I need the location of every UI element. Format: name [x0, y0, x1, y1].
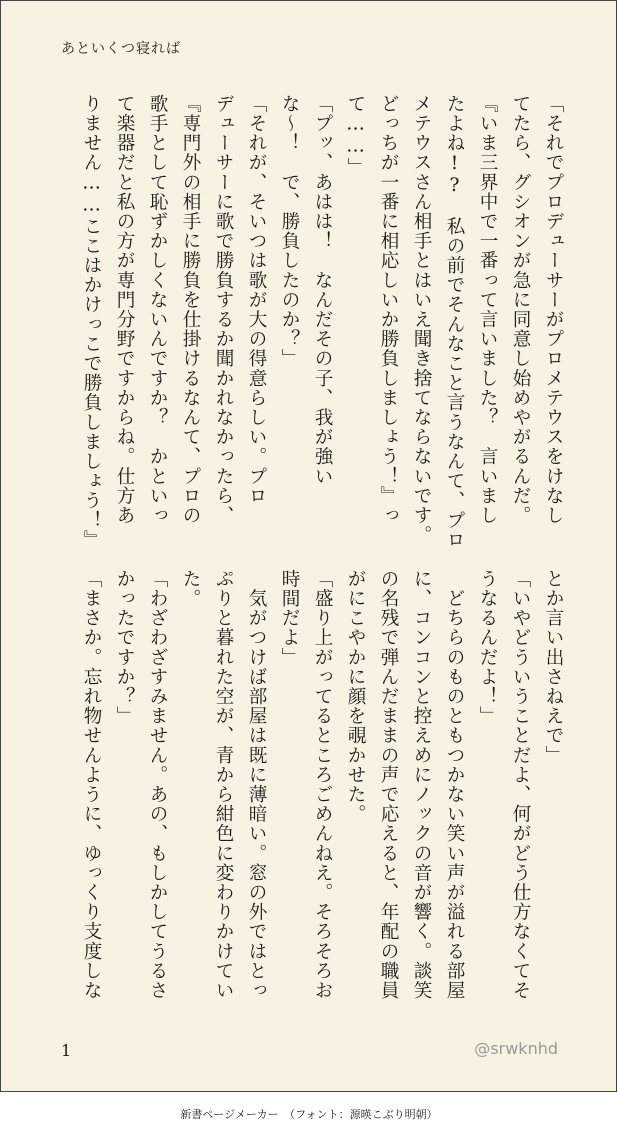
text-column: がにこやかに顔を覗かせた。: [345, 569, 366, 824]
text-column: 歌手として恥ずかしくないんですか？ かといっ: [147, 94, 168, 526]
text-column: て……」: [345, 94, 366, 178]
text-column: とか言い出さねえで」: [543, 569, 564, 765]
text-column: 「いやどういうことだよ、何がどう仕方なくてそ: [510, 569, 531, 1001]
text-column: 気がつけば部屋は既に薄暗い。窓の外ではとっ: [246, 569, 267, 1001]
text-column: てたら、グシオンが急に同意し始めやがるんだ。: [510, 94, 531, 526]
book-title: あといくつ寝れば: [61, 41, 181, 57]
text-column: 『専門外の相手に勝負を仕掛けるなんて、プロの: [180, 94, 201, 526]
text-column: 「プッ、あはは！ なんだその子、我が強い: [312, 94, 333, 486]
text-column: りません……ここはかけっこで勝負しましょう！』: [81, 94, 102, 550]
text-column: 『いま三界中で一番って言いました？ 言いまし: [477, 94, 498, 526]
page-number: 1: [61, 1041, 72, 1060]
text-column: 「盛り上がってるところごめんねえ。そろそろお: [312, 569, 333, 1001]
text-column: どっちが一番に相応しいか勝負しましょう！』っ: [378, 94, 399, 526]
text-column: かったですか？」: [114, 569, 135, 726]
text-column: どちらのものともつかない笑い声が溢れる部屋: [444, 569, 465, 1001]
text-column: に、コンコンと控えめにノックの音が響く。談笑: [411, 569, 432, 1001]
text-column: デューサーに歌で勝負するか聞かれなかったら、: [213, 94, 234, 526]
text-column: な〜！ で、勝負したのか？」: [279, 94, 300, 369]
text-column: て楽器だと私の方が専門分野ですからね。仕方あ: [114, 94, 135, 526]
author-handle: @srwknhd: [474, 1039, 558, 1058]
text-column: の名残で弾んだままの声で応えると、年配の職員: [378, 569, 399, 1001]
text-column: うなるんだよ！」: [477, 569, 498, 726]
text-column: メテウスさん相手とはいえ聞き捨てならないです。: [411, 94, 432, 545]
text-column: 「まさか。忘れ物せんように、ゆっくり支度しな: [81, 569, 102, 1001]
text-column: 「わざわざすみません。あの、もしかしてうるさ: [147, 569, 168, 1001]
text-column: 時間だよ」: [279, 569, 300, 667]
text-column: 「それでプロデューサーがプロメテウスをけなし: [543, 94, 564, 526]
text-column: ぷりと暮れた空が、青から紺色に変わりかけてい: [213, 569, 234, 1001]
text-column: たよね!? 私の前でそんなこと言うなんて、プロ: [444, 94, 465, 550]
text-column: た。: [180, 569, 201, 609]
text-column: 「それが、そいつは歌が大の得意らしい。プロ: [246, 94, 267, 506]
footer-credit: 新書ページメーカー （フォント：源暎こぶり明朝）: [180, 1108, 438, 1121]
